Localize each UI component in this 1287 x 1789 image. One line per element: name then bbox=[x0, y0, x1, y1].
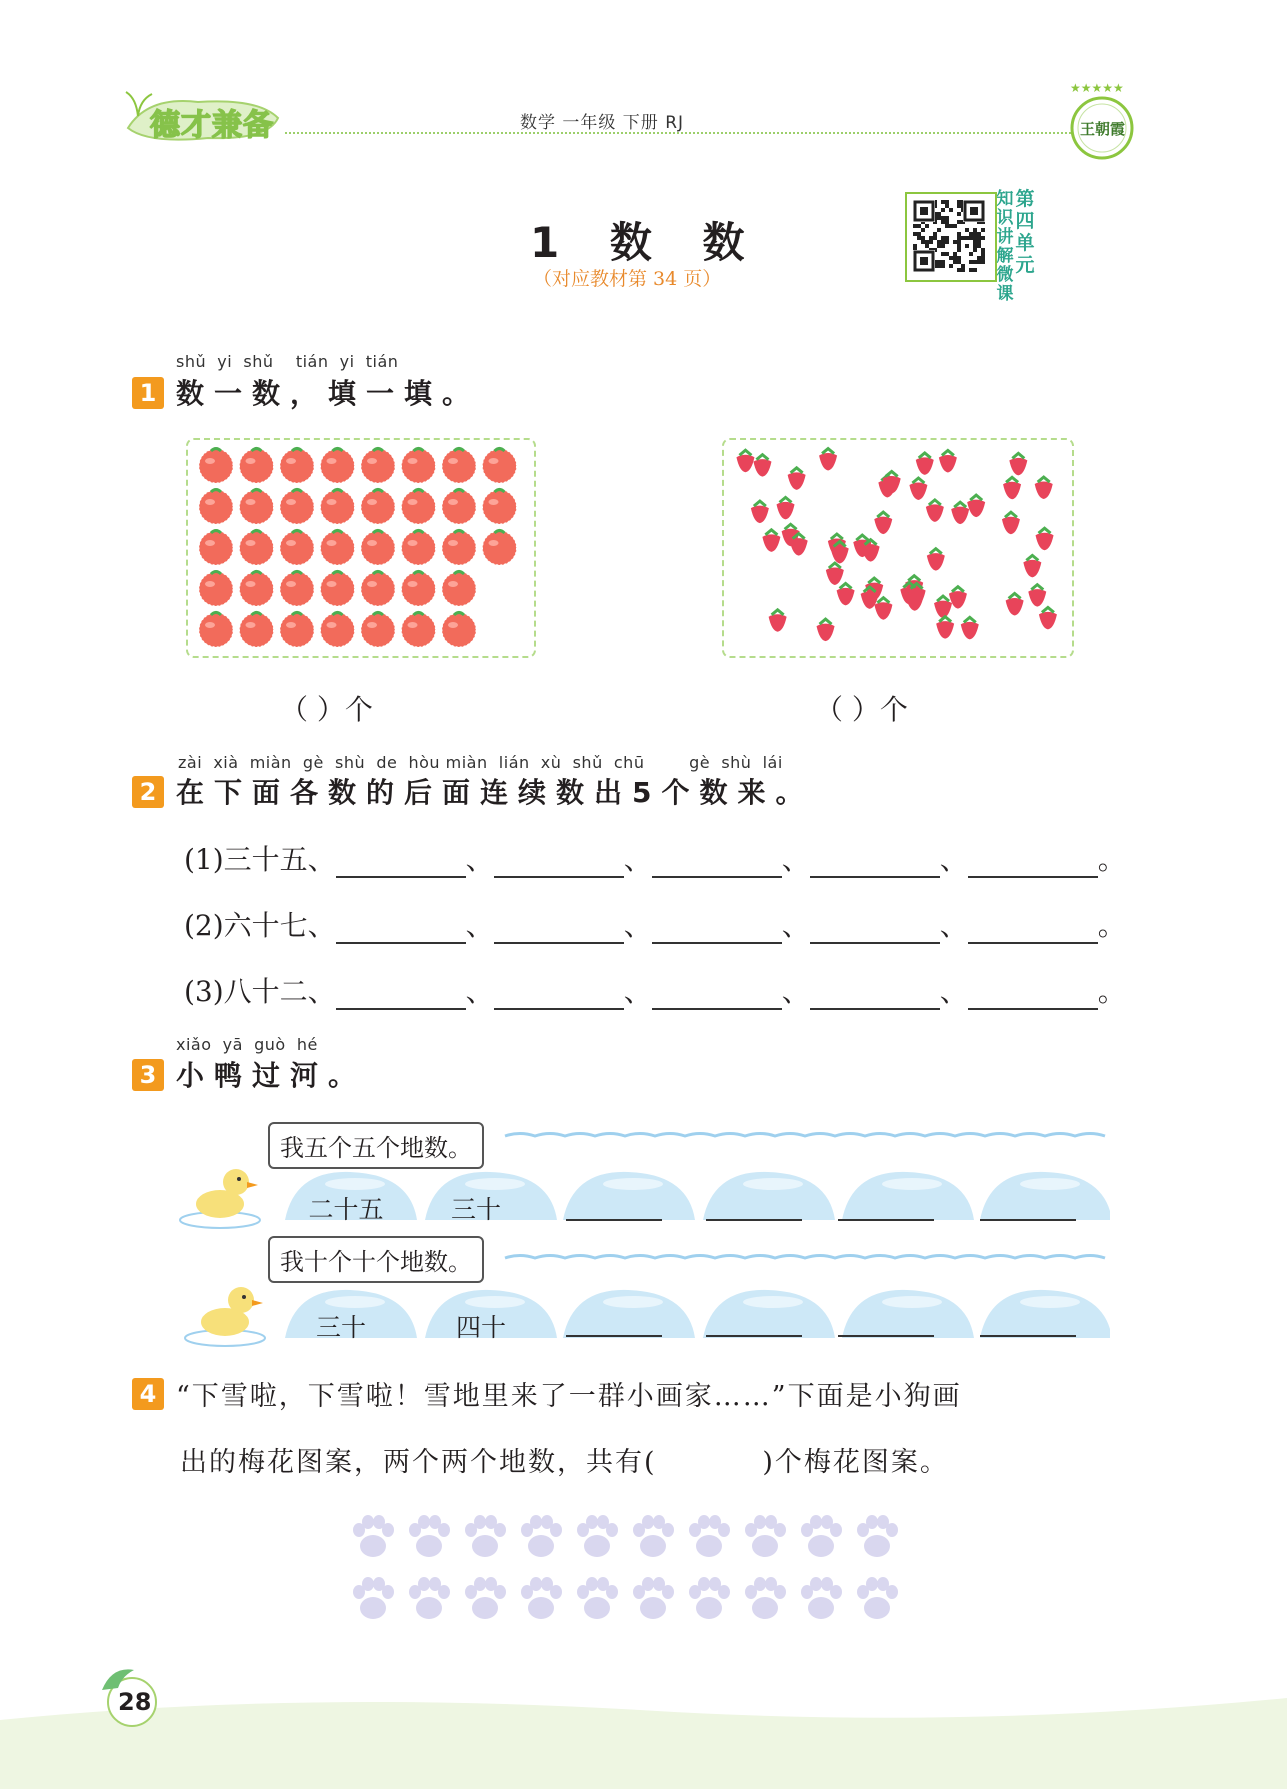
speech-bubble-1: 我五个五个地数。 bbox=[268, 1122, 484, 1169]
strawberry-field bbox=[724, 440, 1072, 656]
tomato bbox=[442, 490, 476, 525]
stone bbox=[980, 1172, 1110, 1220]
answer-blank[interactable] bbox=[336, 852, 466, 878]
tomato bbox=[402, 490, 436, 525]
paw-print-pattern bbox=[345, 1500, 925, 1630]
answer-blank[interactable] bbox=[494, 852, 624, 878]
tomato bbox=[442, 449, 476, 484]
strawberry bbox=[819, 449, 837, 471]
strawberry bbox=[817, 619, 835, 641]
tomato bbox=[199, 449, 233, 484]
strawberry bbox=[927, 549, 945, 571]
q4-line1: “下雪啦，下雪啦！雪地里来了一群小画家……”下面是小狗画 bbox=[176, 1381, 962, 1412]
lesson-title: 1 数 数 bbox=[530, 218, 763, 267]
paw-print-icon bbox=[577, 1515, 618, 1557]
strawberry bbox=[951, 502, 969, 524]
answer-blank[interactable] bbox=[810, 918, 940, 944]
duck bbox=[180, 1169, 260, 1228]
q2-text: 在下面各数的后面连续数出5个数来。 bbox=[176, 776, 814, 809]
tomato bbox=[361, 531, 395, 566]
paw-print-icon bbox=[577, 1577, 618, 1619]
paw-print-icon bbox=[801, 1577, 842, 1619]
q1-answer-right[interactable]: （ ）个 bbox=[815, 693, 908, 726]
seal-text: 王朝霞 bbox=[1080, 120, 1126, 138]
tomato bbox=[240, 531, 274, 566]
tomato bbox=[402, 613, 436, 648]
answer-blank[interactable] bbox=[810, 852, 940, 878]
paw-print-icon bbox=[745, 1577, 786, 1619]
paw-print-icon bbox=[353, 1577, 394, 1619]
tomato bbox=[280, 613, 314, 648]
tomato bbox=[280, 531, 314, 566]
q2-item-2: (2)六十七、 、 、 、 、 。 bbox=[184, 909, 1126, 942]
paw-print-icon bbox=[689, 1515, 730, 1557]
strawberry bbox=[1028, 585, 1046, 607]
river-wave bbox=[505, 1256, 1105, 1259]
stone-value: 二十五 bbox=[308, 1195, 384, 1224]
answer-blank[interactable] bbox=[652, 852, 782, 878]
paw-print-icon bbox=[745, 1515, 786, 1557]
q3-text: 小鸭过河。 bbox=[176, 1059, 367, 1092]
stone-value: 三十 bbox=[315, 1313, 366, 1342]
strawberry bbox=[961, 617, 979, 639]
tomato bbox=[199, 531, 233, 566]
strawberry bbox=[790, 534, 808, 556]
answer-blank[interactable] bbox=[652, 984, 782, 1010]
paw-print-icon bbox=[353, 1515, 394, 1557]
answer-blank[interactable] bbox=[810, 984, 940, 1010]
q3-number: 3 bbox=[132, 1059, 164, 1091]
stone-answer-blank[interactable] bbox=[838, 1334, 934, 1337]
answer-blank[interactable] bbox=[336, 918, 466, 944]
tomato bbox=[321, 531, 355, 566]
tomato bbox=[361, 449, 395, 484]
strawberry bbox=[926, 500, 944, 522]
strawberry bbox=[1006, 593, 1024, 615]
tomato bbox=[280, 449, 314, 484]
stone-answer-blank[interactable] bbox=[706, 1218, 802, 1221]
strawberry bbox=[939, 450, 957, 472]
strawberry bbox=[777, 497, 795, 519]
strawberry bbox=[736, 450, 754, 472]
stone bbox=[703, 1290, 835, 1338]
strawberry bbox=[916, 453, 934, 475]
paw-print-icon bbox=[409, 1577, 450, 1619]
tomato bbox=[361, 572, 395, 607]
lesson-subtitle: （对应教材第 34 页） bbox=[533, 268, 722, 290]
tomato bbox=[483, 531, 517, 566]
tomato bbox=[280, 490, 314, 525]
paw-print-icon bbox=[857, 1577, 898, 1619]
stone bbox=[842, 1172, 974, 1220]
side-label-micro-lesson: 知 识 讲 解 微 课 bbox=[996, 189, 1014, 304]
paw-print-icon bbox=[521, 1577, 562, 1619]
tomato bbox=[483, 449, 517, 484]
strawberry bbox=[1003, 477, 1021, 499]
stone bbox=[563, 1172, 695, 1220]
answer-blank[interactable] bbox=[968, 984, 1098, 1010]
paw-print-icon bbox=[801, 1515, 842, 1557]
paw-print-icon bbox=[633, 1515, 674, 1557]
speech-bubble-2: 我十个十个地数。 bbox=[268, 1236, 484, 1283]
tomato bbox=[199, 490, 233, 525]
q1-text: 数一数，填一填。 bbox=[176, 377, 481, 410]
tomato bbox=[280, 572, 314, 607]
tomato bbox=[402, 449, 436, 484]
strawberry bbox=[936, 617, 954, 639]
stone-answer-blank[interactable] bbox=[566, 1334, 662, 1337]
stone bbox=[842, 1290, 974, 1338]
stone-answer-blank[interactable] bbox=[566, 1218, 662, 1221]
q2-pinyin: zài xià miàn gè shù de hòu miàn lián xù shǔ chū gè shù lái bbox=[178, 753, 783, 772]
paw-print-icon bbox=[521, 1515, 562, 1557]
footer-wave bbox=[0, 1680, 1287, 1789]
stone-value: 三十 bbox=[450, 1195, 501, 1224]
strawberry bbox=[967, 495, 985, 517]
paw-print-icon bbox=[633, 1577, 674, 1619]
strawberry bbox=[751, 501, 769, 523]
strawberry bbox=[909, 478, 927, 500]
paw-print-icon bbox=[465, 1577, 506, 1619]
q2-item-1: (1)三十五、 、 、 、 、 。 bbox=[184, 843, 1126, 876]
strawberry bbox=[753, 455, 771, 477]
answer-blank[interactable] bbox=[968, 852, 1098, 878]
q2-item-3: (3)八十二、 、 、 、 、 。 bbox=[184, 975, 1126, 1008]
stone bbox=[563, 1290, 695, 1338]
page-number: 28 bbox=[118, 1688, 152, 1716]
svg-text:★★★★★: ★★★★★ bbox=[1070, 81, 1124, 95]
answer-blank[interactable] bbox=[968, 918, 1098, 944]
stone bbox=[980, 1290, 1110, 1338]
q3-pinyin: xiǎo yā guò hé bbox=[176, 1035, 318, 1054]
tomato bbox=[321, 449, 355, 484]
strawberry bbox=[949, 587, 967, 609]
strawberry bbox=[1036, 528, 1054, 550]
tomato bbox=[240, 572, 274, 607]
qr-code[interactable] bbox=[913, 200, 985, 272]
tomato bbox=[321, 490, 355, 525]
q2-number: 2 bbox=[132, 776, 164, 808]
strawberry bbox=[1023, 555, 1041, 577]
tomato bbox=[240, 613, 274, 648]
river-wave bbox=[505, 1134, 1105, 1137]
side-label-unit: 第 四 单 元 bbox=[1015, 188, 1035, 276]
tomato bbox=[442, 572, 476, 607]
q1-pinyin: shǔ yi shǔ tián yi tián bbox=[176, 352, 399, 371]
strawberry bbox=[934, 596, 952, 618]
tomato-box bbox=[186, 438, 536, 658]
strawberry-box bbox=[722, 438, 1074, 658]
strawberry bbox=[1009, 453, 1027, 475]
answer-blank[interactable] bbox=[494, 984, 624, 1010]
tomato bbox=[402, 572, 436, 607]
q4-line2: 出的梅花图案，两个两个地数，共有( )个梅花图案。 bbox=[180, 1447, 949, 1478]
tomato bbox=[483, 490, 517, 525]
tomato bbox=[442, 613, 476, 648]
strawberry bbox=[1002, 512, 1020, 534]
paw-print-icon bbox=[409, 1515, 450, 1557]
tomato bbox=[442, 531, 476, 566]
tomato bbox=[199, 572, 233, 607]
header-title: 数学 一年级 下册 RJ bbox=[520, 113, 685, 133]
strawberry bbox=[1039, 607, 1057, 629]
tomato-grid bbox=[188, 440, 534, 656]
tomato bbox=[199, 613, 233, 648]
tomato bbox=[321, 572, 355, 607]
strawberry bbox=[762, 530, 780, 552]
q1-number: 1 bbox=[132, 377, 164, 409]
answer-blank[interactable] bbox=[336, 984, 466, 1010]
paw-print-icon bbox=[465, 1515, 506, 1557]
paw-print-icon bbox=[689, 1577, 730, 1619]
tomato bbox=[361, 613, 395, 648]
strawberry bbox=[769, 610, 787, 632]
duck bbox=[185, 1287, 265, 1346]
q4-number: 4 bbox=[132, 1378, 164, 1410]
stone-answer-blank[interactable] bbox=[980, 1218, 1076, 1221]
stone-answer-blank[interactable] bbox=[838, 1218, 934, 1221]
tomato bbox=[321, 613, 355, 648]
tomato bbox=[240, 490, 274, 525]
tomato bbox=[402, 531, 436, 566]
stone bbox=[703, 1172, 835, 1220]
answer-blank[interactable] bbox=[494, 918, 624, 944]
strawberry bbox=[826, 563, 844, 585]
tomato bbox=[240, 449, 274, 484]
strawberry bbox=[1035, 477, 1053, 499]
answer-blank[interactable] bbox=[652, 918, 782, 944]
strawberry bbox=[837, 583, 855, 605]
strawberry bbox=[874, 598, 892, 620]
stone-value: 四十 bbox=[455, 1313, 506, 1342]
stone-answer-blank[interactable] bbox=[980, 1334, 1076, 1337]
tomato bbox=[361, 490, 395, 525]
strawberry bbox=[788, 468, 806, 490]
q1-answer-left[interactable]: （ ）个 bbox=[280, 693, 373, 726]
strawberry bbox=[874, 512, 892, 534]
paw-print-icon bbox=[857, 1515, 898, 1557]
stone-answer-blank[interactable] bbox=[706, 1334, 802, 1337]
brand-name: 德才兼备 bbox=[150, 108, 274, 143]
